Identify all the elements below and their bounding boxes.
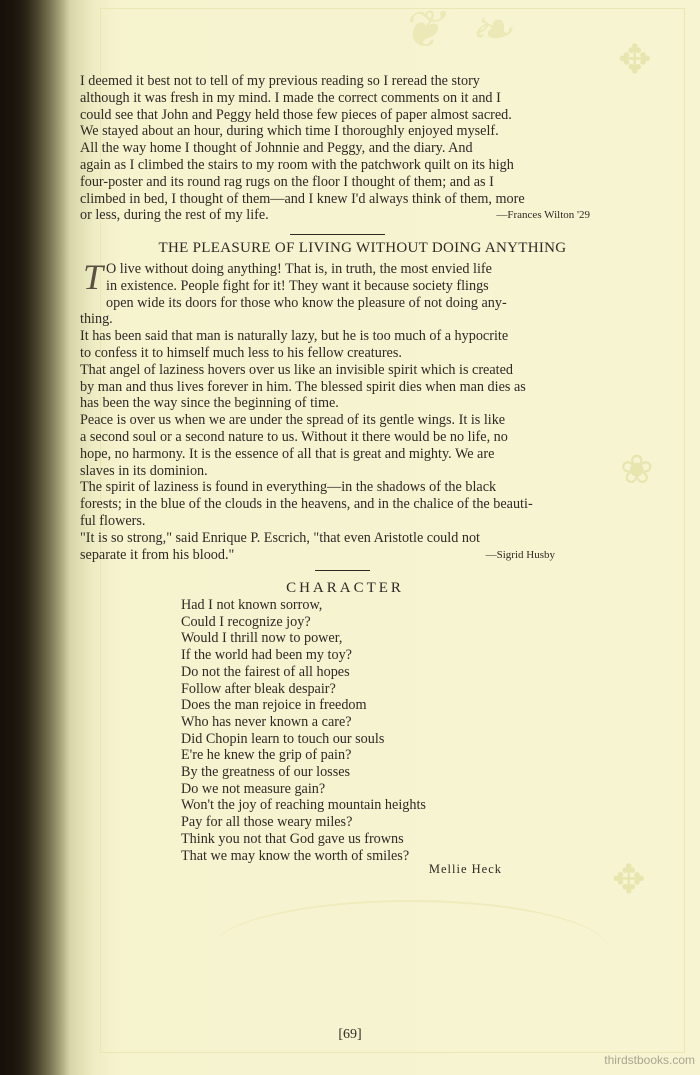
- essay-line: a second soul or a second nature to us. Without it there would be no life, no: [80, 428, 508, 445]
- essay-line: in existence. People fight for it! They want it because society flings: [106, 277, 489, 294]
- essay-title: THE PLEASURE OF LIVING WITHOUT DOING ANYTHING: [158, 240, 567, 256]
- poem-line: Won't the joy of reaching mountain heights: [181, 797, 426, 814]
- essay-line: to confess it to himself much less to his fellow creatures.: [80, 344, 402, 361]
- essay-line: That angel of laziness hovers over us like an invisible spirit which is created: [80, 361, 513, 378]
- story-line: could see that John and Peggy held those few pieces of paper almost sacred.: [80, 106, 512, 123]
- essay-line: open wide its doors for those who know the pleasure of not doing any-: [106, 294, 507, 311]
- story-line: or less, during the rest of my life.: [80, 207, 269, 224]
- poem-line: Could I recognize joy?: [181, 613, 311, 630]
- poem-line: E're he knew the grip of pain?: [181, 747, 352, 764]
- essay-line: The spirit of laziness is found in everything—in the shadows of the black: [80, 479, 497, 496]
- story-line: All the way home I thought of Johnnie and Peggy, and the diary. And: [80, 140, 473, 157]
- essay-line: It has been said that man is naturally lazy, but he is too much of a hypocrite: [80, 328, 509, 345]
- ornament-middle-right-icon: ❀: [620, 447, 654, 492]
- poem-title: CHARACTER: [286, 580, 404, 596]
- essay-line: forests; in the blue of the clouds in the heavens, and in the chalice of the beauti-: [80, 496, 533, 513]
- poem-line: That we may know the worth of smiles?: [181, 847, 410, 864]
- essay-body: [80, 257, 590, 563]
- essay-line: ful flowers.: [80, 512, 146, 529]
- poem-line: Follow after bleak despair?: [181, 680, 336, 697]
- poem-body: [181, 597, 511, 864]
- poem-line: Think you not that God gave us frowns: [181, 830, 404, 847]
- watermark-text: thirdstbooks.com: [604, 1053, 695, 1067]
- poem-author: Mellie Heck: [428, 862, 502, 876]
- essay-line: by man and thus lives forever in him. The blessed spirit dies when man dies as: [80, 378, 526, 395]
- poem-line: Did Chopin learn to touch our souls: [181, 730, 385, 747]
- essay-line: hope, no harmony. It is the essence of all that is great and mighty. We are: [80, 445, 495, 462]
- page-number: [69]: [338, 1027, 362, 1042]
- section-divider: [315, 570, 370, 571]
- story-line: We stayed about an hour, during which time I thoroughly enjoyed myself.: [80, 123, 499, 140]
- story-line: four-poster and its round rag rugs on the floor I thought of them; and as I: [80, 173, 494, 190]
- ornament-top-right-icon: ✥: [618, 37, 652, 82]
- story-author: —Frances Wilton '29: [496, 209, 590, 222]
- poem-line: Do not the fairest of all hopes: [181, 663, 350, 680]
- poem-line: Who has never known a care?: [181, 713, 352, 730]
- dropcap-letter: T: [83, 257, 104, 297]
- ornament-bottom-right-icon: ✥: [612, 857, 646, 902]
- essay-line: O live without doing anything! That is, in truth, the most envied life: [106, 261, 492, 277]
- story-ending: [80, 73, 590, 224]
- essay-author: —Sigrid Husby: [485, 548, 555, 561]
- poem-line: Does the man rejoice in freedom: [181, 697, 367, 714]
- poem-line: Had I not known sorrow,: [181, 597, 323, 613]
- story-line: again as I climbed the stairs to my room with the patchwork quilt on its high: [80, 156, 514, 173]
- binding-shadow: [0, 0, 70, 1075]
- essay-line: "It is so strong," said Enrique P. Escrich, "that even Aristotle could not: [80, 529, 480, 546]
- essay-line: thing.: [80, 311, 113, 328]
- essay-line: Peace is over us when we are under the spread of its gentle wings. It is like: [80, 412, 506, 429]
- essay-line: slaves in its dominion.: [80, 462, 208, 479]
- poem-line: If the world had been my toy?: [181, 647, 352, 664]
- essay-line: separate it from his blood.": [80, 546, 235, 563]
- section-divider: [290, 234, 385, 235]
- poem-line: Do we not measure gain?: [181, 780, 326, 797]
- story-line: I deemed it best not to tell of my previous reading so I reread the story: [80, 73, 480, 89]
- essay-line: has been the way since the beginning of time.: [80, 395, 339, 412]
- story-line: although it was fresh in my mind. I made the correct comments on it and I: [80, 89, 501, 106]
- story-line: climbed in bed, I thought of them—and I knew I'd always think of them, more: [80, 190, 525, 207]
- decorative-header-ornament: ❦ ❧: [400, 2, 519, 59]
- poem-line: By the greatness of our losses: [181, 764, 351, 781]
- poem-line: Would I thrill now to power,: [181, 630, 343, 647]
- poem-line: Pay for all those weary miles?: [181, 814, 353, 831]
- decorative-bottom-arch: [210, 900, 610, 1002]
